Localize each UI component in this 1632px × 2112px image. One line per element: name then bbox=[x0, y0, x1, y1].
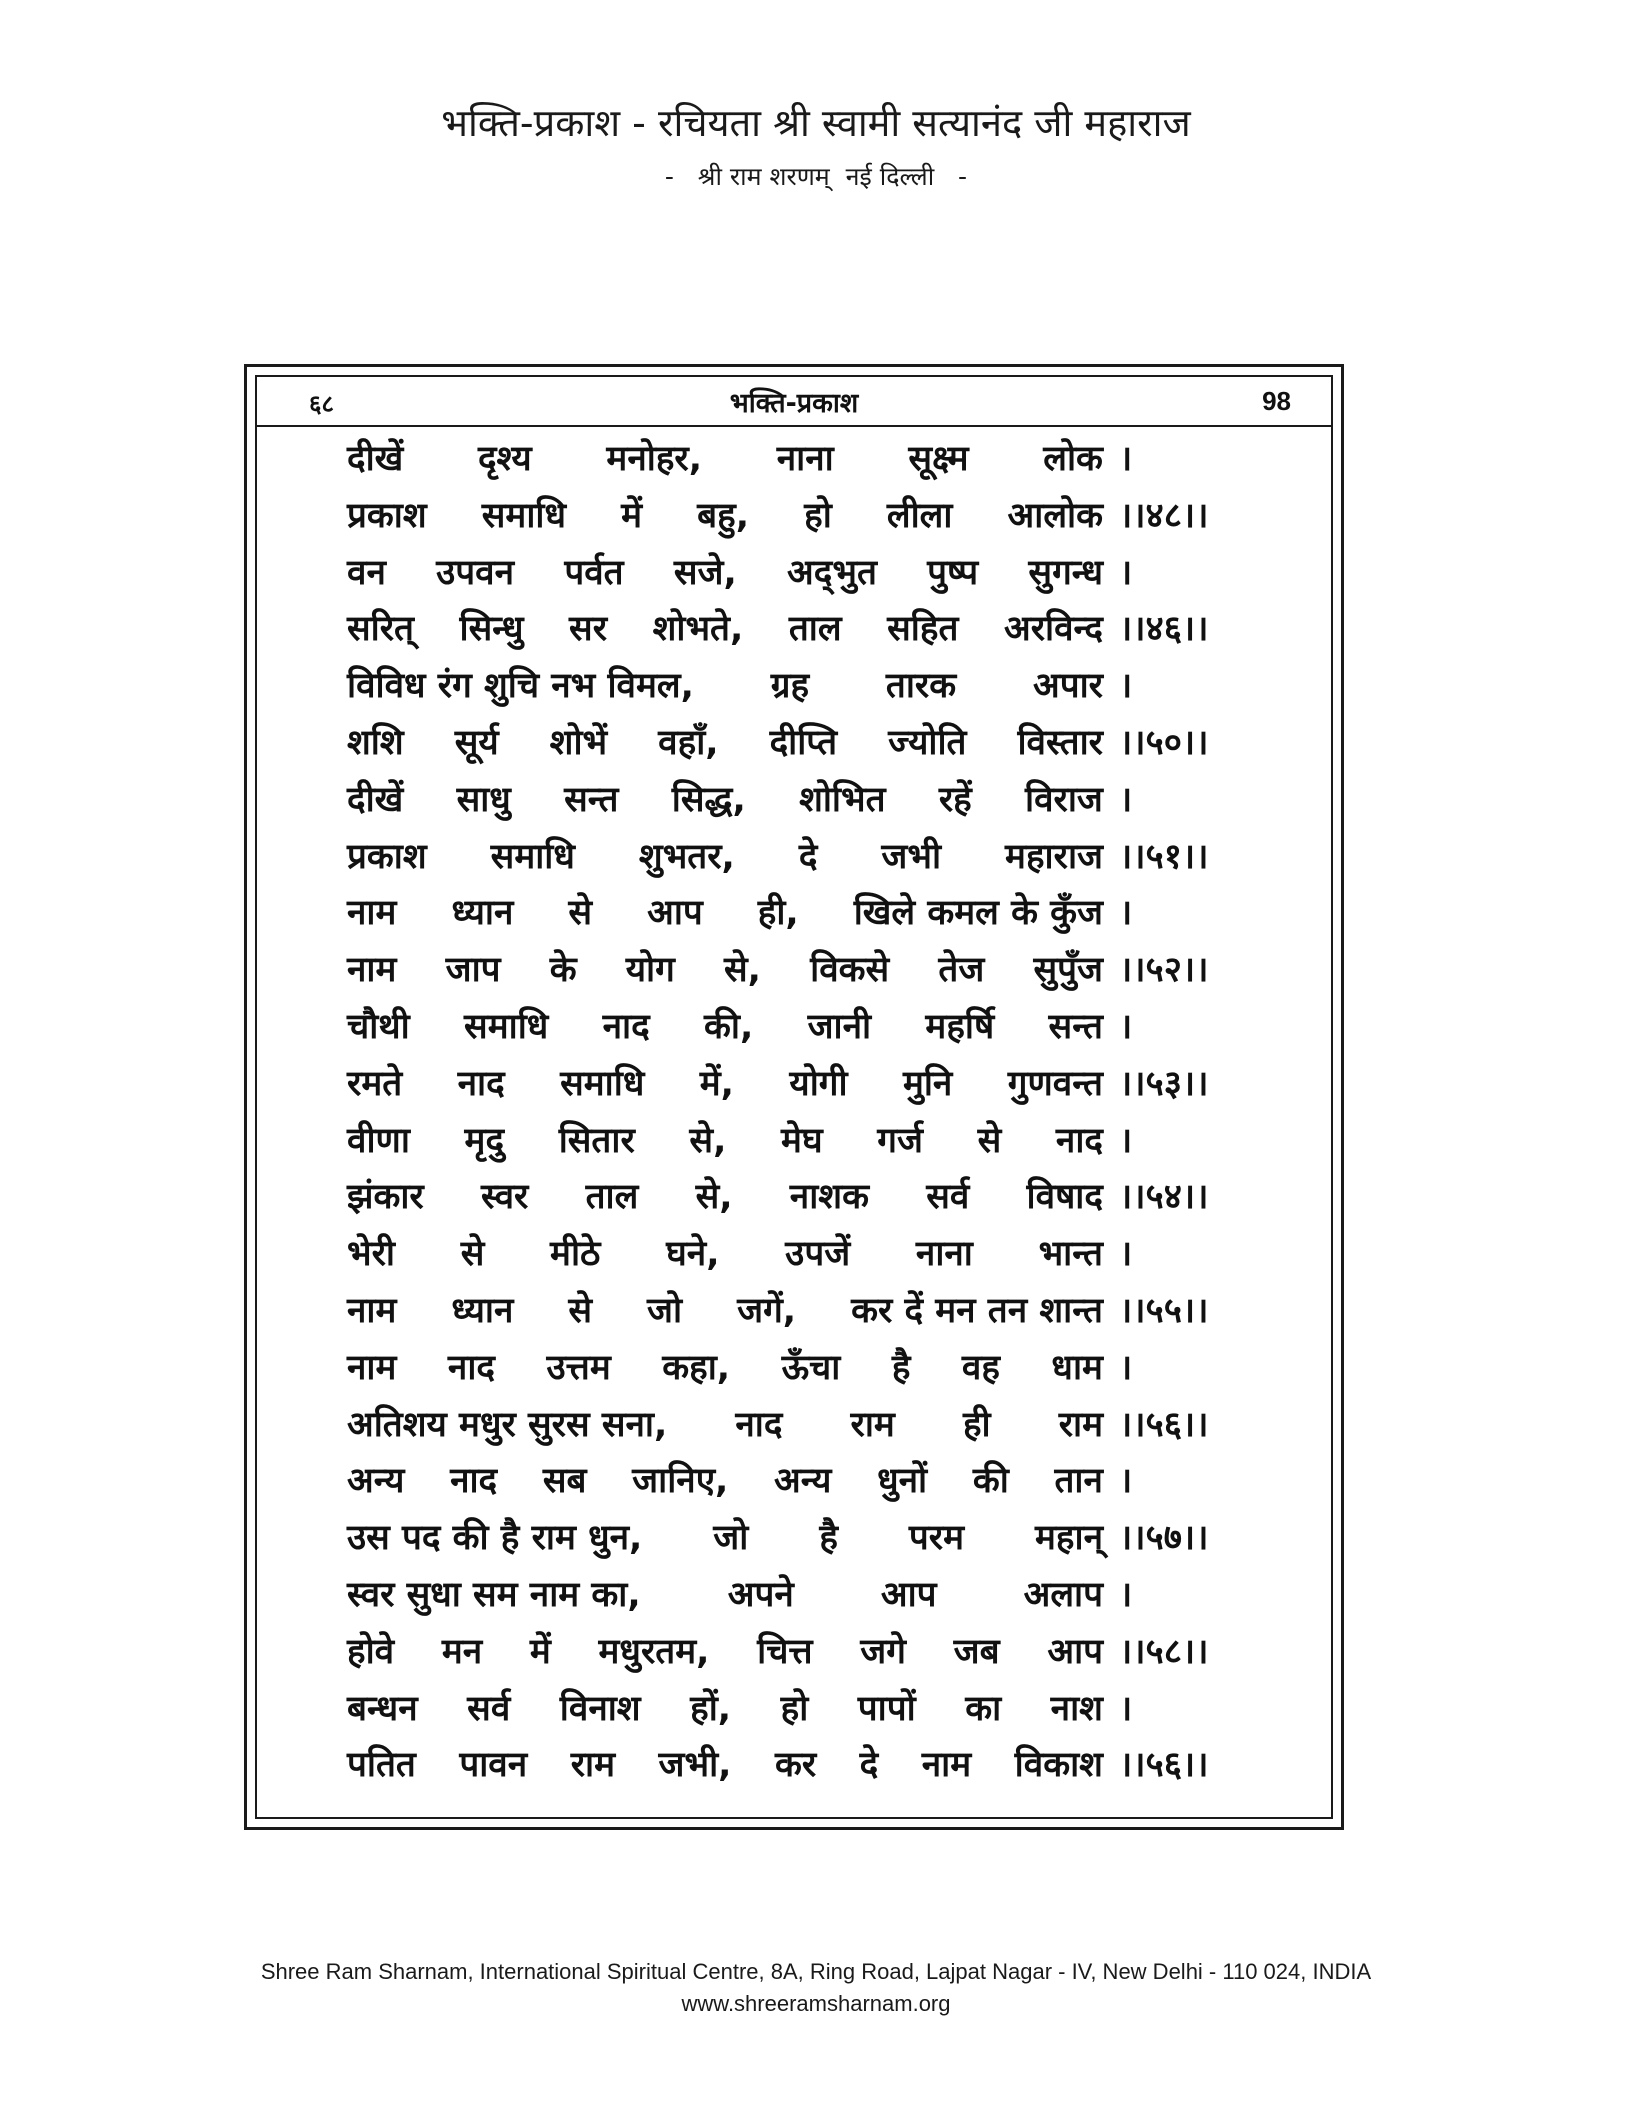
verse-line bbox=[347, 601, 1311, 658]
verse-word: समाधि bbox=[464, 1006, 549, 1047]
verse-word: समाधि bbox=[481, 495, 567, 536]
verse-word: मृदु bbox=[464, 1120, 505, 1161]
verse-word: से bbox=[977, 1120, 1002, 1161]
verse-word: उपवन bbox=[436, 552, 515, 593]
verse-line bbox=[347, 1453, 1311, 1510]
verse-word: वह bbox=[961, 1347, 1000, 1388]
verse-word: जगे bbox=[860, 1631, 906, 1672]
verse-word: की, bbox=[704, 1006, 754, 1047]
verse-number-mark: ।।४६।। bbox=[1119, 609, 1209, 650]
verse-word: गर्ज bbox=[877, 1120, 923, 1161]
verse-text bbox=[347, 1624, 1103, 1681]
verse-word: होवे bbox=[347, 1631, 395, 1672]
verse-text bbox=[347, 1340, 1103, 1397]
verse-word: भान्त bbox=[1038, 1234, 1103, 1275]
verse-line bbox=[347, 829, 1311, 886]
verse-word: सिन्धु bbox=[459, 609, 524, 650]
verse-number-mark: । bbox=[1119, 666, 1133, 707]
verse-text bbox=[347, 1283, 1103, 1340]
verse-text bbox=[347, 431, 1103, 488]
verse-word: राम bbox=[850, 1404, 895, 1445]
verse-word: वहाँ, bbox=[658, 722, 719, 763]
verse-word: विनाश bbox=[559, 1688, 641, 1729]
verse-word: दीप्ति bbox=[769, 722, 838, 763]
verse-word: विराज bbox=[1025, 779, 1103, 820]
verse-list bbox=[347, 431, 1311, 1794]
verse-word: ताल bbox=[585, 1177, 639, 1218]
verse-line bbox=[347, 431, 1311, 488]
verse-word: बन्धन bbox=[347, 1688, 418, 1729]
verse-word: मनोहर, bbox=[606, 439, 703, 479]
verse-line bbox=[347, 1283, 1311, 1340]
verse-word: जभी bbox=[881, 836, 942, 877]
verse-word: मधुरतम, bbox=[598, 1631, 710, 1672]
verse-word: समाधि bbox=[490, 836, 575, 877]
verse-word: हो bbox=[804, 495, 832, 536]
verse-word: आप bbox=[880, 1574, 937, 1615]
verse-word: ऊँचा bbox=[781, 1347, 841, 1388]
verse-word: के bbox=[549, 950, 577, 991]
verse-word: महाराज bbox=[1005, 836, 1103, 877]
verse-word: अद्‌भुत bbox=[787, 552, 877, 593]
verse-word: धाम bbox=[1051, 1347, 1103, 1388]
verse-text bbox=[347, 545, 1103, 602]
verse-word: हों, bbox=[690, 1688, 732, 1729]
verse-word: मेघ bbox=[781, 1120, 823, 1161]
verse-text bbox=[347, 601, 1103, 658]
verse-word: नाम bbox=[921, 1745, 972, 1786]
verse-text bbox=[347, 715, 1103, 772]
verse-word: विकाश bbox=[1014, 1745, 1103, 1786]
verse-text bbox=[347, 772, 1103, 829]
verse-word: अलाप bbox=[1023, 1574, 1103, 1615]
verse-number-mark: ।।५५।। bbox=[1119, 1290, 1209, 1331]
verse-number-mark: ।।५०।। bbox=[1119, 722, 1209, 763]
verse-word: योग bbox=[625, 950, 675, 991]
verse-word: ग्रह bbox=[770, 666, 810, 707]
verse-word: स्वर सुधा सम नाम का, bbox=[347, 1574, 641, 1615]
verse-word: बहु, bbox=[697, 495, 750, 536]
verse-word: पापों bbox=[857, 1688, 916, 1729]
verse-word: की bbox=[972, 1461, 1009, 1502]
verse-word: धुनों bbox=[877, 1461, 928, 1502]
verse-line bbox=[347, 999, 1311, 1056]
verse-word: से, bbox=[689, 1120, 727, 1161]
verse-word: शोभें bbox=[549, 722, 608, 763]
verse-word: से, bbox=[724, 950, 761, 991]
verse-word: योगी bbox=[789, 1063, 848, 1104]
verse-word: दे bbox=[859, 1745, 879, 1786]
verse-word: अपने bbox=[727, 1574, 794, 1615]
verse-word: शुभतर, bbox=[638, 836, 735, 877]
verse-word: सजे, bbox=[673, 552, 737, 593]
verse-text bbox=[347, 1169, 1103, 1226]
verse-number-mark: । bbox=[1119, 1120, 1133, 1161]
verse-word: नाद bbox=[602, 1006, 650, 1047]
verse-number-mark: ।।५६।। bbox=[1119, 1404, 1209, 1445]
verse-word: सब bbox=[542, 1461, 587, 1502]
verse-word: जानी bbox=[807, 1006, 872, 1047]
verse-word: सुपुँज bbox=[1033, 950, 1103, 991]
verse-word: सर्व bbox=[926, 1177, 970, 1218]
verse-number-mark: ।।५७।। bbox=[1119, 1518, 1209, 1559]
verse-word: है bbox=[891, 1347, 911, 1388]
verse-line bbox=[347, 488, 1311, 545]
verse-word: अन्य bbox=[347, 1461, 405, 1502]
verse-line bbox=[347, 772, 1311, 829]
verse-word: दीखें bbox=[347, 779, 404, 820]
verse-word: महान् bbox=[1034, 1518, 1103, 1559]
verse-word: विकसे bbox=[810, 950, 890, 991]
verse-word: नाद bbox=[735, 1404, 783, 1445]
verse-word: लीला bbox=[886, 495, 953, 536]
verse-word: वीणा bbox=[347, 1120, 410, 1161]
verse-word: ही, bbox=[757, 893, 799, 934]
verse-word: दृश्य bbox=[477, 439, 532, 479]
verse-word: नाद bbox=[457, 1063, 505, 1104]
verse-word: सूक्ष्म bbox=[908, 439, 969, 479]
verse-line bbox=[347, 1737, 1311, 1794]
verse-word: आप bbox=[647, 893, 703, 934]
verse-word: राम bbox=[1058, 1404, 1103, 1445]
verse-word: साधु bbox=[456, 779, 511, 820]
verse-word: नाश bbox=[1050, 1688, 1103, 1729]
verse-word: घने, bbox=[666, 1234, 720, 1275]
verse-number-mark: ।।५४।। bbox=[1119, 1177, 1209, 1218]
verse-text bbox=[347, 1681, 1103, 1738]
running-title: भक्ति-प्रकाश bbox=[729, 388, 859, 419]
verse-word: तेज bbox=[938, 950, 985, 991]
verse-text bbox=[347, 1453, 1103, 1510]
verse-text bbox=[347, 885, 1103, 942]
verse-number-mark: । bbox=[1119, 893, 1133, 934]
verse-line bbox=[347, 545, 1311, 602]
footer-website-link[interactable]: www.shreeramsharnam.org bbox=[681, 1991, 951, 2016]
verse-word: अन्य bbox=[774, 1461, 832, 1502]
verse-word: मुनि bbox=[902, 1063, 953, 1104]
verse-word: रहें bbox=[938, 779, 972, 820]
verse-number-mark: । bbox=[1119, 779, 1133, 820]
verse-word: मन bbox=[441, 1631, 483, 1672]
verse-word: उस पद की है राम धुन, bbox=[347, 1518, 643, 1559]
verse-word: पर्वत bbox=[564, 552, 624, 593]
verse-word: जानिए, bbox=[632, 1461, 729, 1502]
verse-number-mark: ।।५२।। bbox=[1119, 950, 1209, 991]
verse-word: तान bbox=[1054, 1461, 1103, 1502]
verse-word: आलोक bbox=[1007, 495, 1103, 536]
verse-word: वन bbox=[347, 552, 386, 593]
verse-word: खिले कमल के कुँज bbox=[853, 893, 1103, 934]
verse-word: सूर्य bbox=[454, 722, 499, 763]
verse-line bbox=[347, 1567, 1311, 1624]
verse-number-mark: । bbox=[1119, 552, 1133, 593]
verse-word: ध्यान bbox=[451, 893, 514, 934]
verse-word: ध्यान bbox=[451, 1290, 514, 1331]
running-head bbox=[257, 377, 1331, 427]
verse-word: कर दें मन तन शान्त bbox=[851, 1290, 1103, 1331]
verse-word: जाप bbox=[445, 950, 501, 991]
verse-line bbox=[347, 1510, 1311, 1567]
verse-number-mark: । bbox=[1119, 1574, 1133, 1615]
verse-line bbox=[347, 1397, 1311, 1454]
verse-word: सरित् bbox=[347, 609, 414, 650]
verse-word: अपार bbox=[1032, 666, 1103, 707]
verse-line bbox=[347, 1113, 1311, 1170]
verse-word: का bbox=[965, 1688, 1002, 1729]
verse-word: में bbox=[529, 1631, 551, 1672]
verse-number-mark: । bbox=[1119, 1006, 1133, 1047]
verse-word: से, bbox=[695, 1177, 733, 1218]
verse-word: कहा, bbox=[662, 1347, 731, 1388]
verse-text bbox=[347, 658, 1103, 715]
verse-word: जब bbox=[953, 1631, 1000, 1672]
document-subtitle: - श्री राम शरणम् नई दिल्ली - bbox=[664, 162, 968, 191]
verse-word: उत्तम bbox=[546, 1347, 611, 1388]
verse-word: चित्त bbox=[757, 1631, 813, 1672]
verse-word: नाशक bbox=[789, 1177, 869, 1218]
verse-line bbox=[347, 1340, 1311, 1397]
verse-word: नाद bbox=[1055, 1120, 1103, 1161]
verse-word: झंकार bbox=[347, 1177, 424, 1218]
verse-line bbox=[347, 1681, 1311, 1738]
verse-word: महर्षि bbox=[925, 1006, 995, 1047]
verse-word: नाना bbox=[776, 439, 834, 479]
verse-number-mark: ।।५८।। bbox=[1119, 1631, 1209, 1672]
verse-word: नाद bbox=[447, 1347, 495, 1388]
verse-word: में, bbox=[699, 1063, 734, 1104]
verse-word: नाम bbox=[347, 893, 397, 934]
verse-line bbox=[347, 658, 1311, 715]
verse-text bbox=[347, 829, 1103, 886]
verse-word: लोक bbox=[1043, 439, 1103, 479]
verse-word: विविध रंग शुचि नभ विमल, bbox=[347, 666, 694, 707]
verse-word: अरविन्द bbox=[1003, 609, 1103, 650]
verse-word: शशि bbox=[347, 722, 404, 763]
verse-word: प्रकाश bbox=[347, 836, 427, 877]
verse-word: स्वर bbox=[480, 1177, 529, 1218]
verse-word: मीठे bbox=[550, 1234, 601, 1275]
verse-word: समाधि bbox=[560, 1063, 645, 1104]
verse-word: दीखें bbox=[347, 439, 404, 479]
verse-word: जभी, bbox=[658, 1745, 732, 1786]
verse-word: शोभते, bbox=[652, 609, 744, 650]
verse-line bbox=[347, 1226, 1311, 1283]
verse-text bbox=[347, 999, 1103, 1056]
verse-word: नाम bbox=[347, 1347, 397, 1388]
verse-word: सिद्ध, bbox=[671, 779, 746, 820]
verse-line bbox=[347, 1624, 1311, 1681]
verse-number-mark: । bbox=[1119, 1461, 1133, 1502]
verse-number-mark: ।।५१।। bbox=[1119, 836, 1209, 877]
verse-word: सन्त bbox=[564, 779, 619, 820]
verse-word: से bbox=[568, 1290, 593, 1331]
verse-text bbox=[347, 1510, 1103, 1567]
verse-word: पुष्प bbox=[927, 552, 979, 593]
verse-word: पावन bbox=[459, 1745, 528, 1786]
verse-text bbox=[347, 488, 1103, 545]
verse-word: नाम bbox=[347, 950, 397, 991]
verse-word: पतित bbox=[347, 1745, 416, 1786]
footer-address: Shree Ram Sharnam, International Spiritual Centre, 8A, Ring Road, Lajpat Nagar - IV, New Delhi - 110 024, INDIA bbox=[260, 1959, 1372, 1984]
page-number-devanagari: ६८ bbox=[309, 390, 334, 418]
verse-word: नाम bbox=[347, 1290, 397, 1331]
verse-text bbox=[347, 1056, 1103, 1113]
scanned-book-page bbox=[244, 364, 1344, 1830]
verse-word: चौथी bbox=[347, 1006, 410, 1047]
verse-word: सर bbox=[569, 609, 608, 650]
verse-word: हो bbox=[780, 1688, 809, 1729]
verse-word: नाना bbox=[915, 1234, 973, 1275]
book-page-inner-frame bbox=[255, 375, 1333, 1819]
verse-word: सन्त bbox=[1048, 1006, 1103, 1047]
verse-word: भेरी bbox=[347, 1234, 395, 1275]
verse-word: से bbox=[568, 893, 593, 934]
verse-number-mark: ।।५३।। bbox=[1119, 1063, 1209, 1104]
verse-word: शोभित bbox=[799, 779, 886, 820]
verse-word: सुगन्ध bbox=[1028, 552, 1103, 593]
verse-word: ही bbox=[962, 1404, 991, 1445]
verse-line bbox=[347, 1056, 1311, 1113]
verse-word: आप bbox=[1047, 1631, 1103, 1672]
verse-word: विस्तार bbox=[1017, 722, 1103, 763]
verse-word: गुणवन्त bbox=[1007, 1063, 1103, 1104]
verse-word: प्रकाश bbox=[347, 495, 427, 536]
verse-word: रमते bbox=[347, 1063, 403, 1104]
verse-number-mark: । bbox=[1119, 1347, 1133, 1388]
verse-word: दे bbox=[798, 836, 818, 877]
verse-line bbox=[347, 715, 1311, 772]
verse-word: अतिशय मधुर सुरस सना, bbox=[347, 1404, 668, 1445]
verse-line bbox=[347, 1169, 1311, 1226]
verse-word: तारक bbox=[885, 666, 957, 707]
verse-text bbox=[347, 1397, 1103, 1454]
verse-word: राम bbox=[570, 1745, 616, 1786]
verse-word: सितार bbox=[558, 1120, 635, 1161]
page-number: 98 bbox=[1262, 386, 1291, 416]
verse-word: सर्व bbox=[467, 1688, 511, 1729]
verse-word: नाद bbox=[450, 1461, 498, 1502]
verse-word: से bbox=[460, 1234, 485, 1275]
verse-text bbox=[347, 1737, 1103, 1794]
verse-word: जो bbox=[713, 1518, 749, 1559]
verse-word: जगें, bbox=[737, 1290, 797, 1331]
verse-number-mark: । bbox=[1119, 1234, 1133, 1275]
verse-text bbox=[347, 1113, 1103, 1170]
verse-word: सहित bbox=[887, 609, 959, 650]
verse-word: उपजें bbox=[785, 1234, 851, 1275]
verse-word: है bbox=[819, 1518, 838, 1559]
verse-word: कर bbox=[774, 1745, 817, 1786]
verse-word: ताल bbox=[788, 609, 842, 650]
verse-word: परम bbox=[908, 1518, 965, 1559]
verse-line bbox=[347, 942, 1311, 999]
verse-word: ज्योति bbox=[888, 722, 967, 763]
verse-number-mark: । bbox=[1119, 439, 1133, 479]
verse-word: जो bbox=[647, 1290, 683, 1331]
verse-number-mark: ।।५६।। bbox=[1119, 1745, 1209, 1786]
document-title: भक्ति-प्रकाश - रचियता श्री स्वामी सत्यानंद जी महाराज bbox=[441, 101, 1191, 145]
verse-number-mark: ।।४८।। bbox=[1119, 495, 1209, 536]
verse-word: में bbox=[621, 495, 643, 536]
verse-text bbox=[347, 1226, 1103, 1283]
verse-number-mark: । bbox=[1119, 1688, 1133, 1729]
verse-word: विषाद bbox=[1026, 1177, 1103, 1218]
verse-text bbox=[347, 1567, 1103, 1624]
verse-text bbox=[347, 942, 1103, 999]
verse-line bbox=[347, 885, 1311, 942]
